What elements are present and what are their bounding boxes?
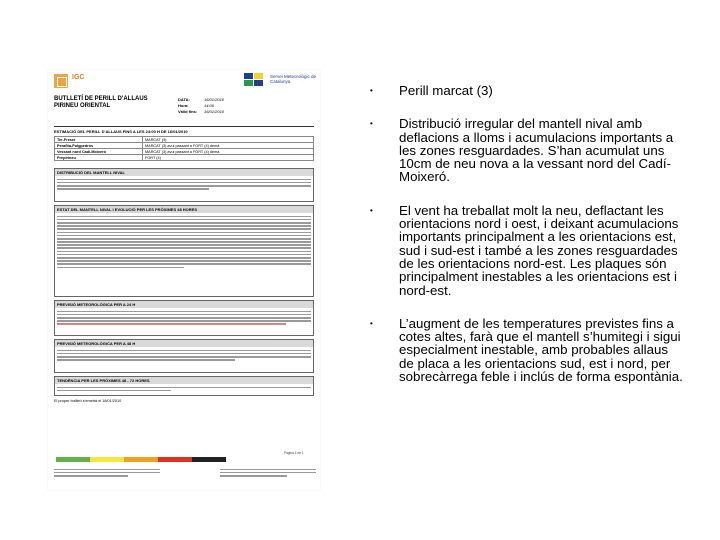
section-estimacio: ESTIMACIÓ DEL PERILL D'ALLAUS FINS A LES 24:00 H DE 16/01/2010 [54, 129, 188, 134]
bulletin-meta: DATA: 16/01/2010 Hora: 14:00 Vàlid fins: 16/01/2010 [178, 97, 225, 114]
bulletin-document-image [48, 70, 320, 490]
bulletin-header [54, 96, 314, 126]
table-row: Prepirineu FORT (4) [55, 155, 314, 161]
table-row: Ter-Freser MARCAT (3) [55, 137, 314, 143]
igc-logo-mark [54, 74, 68, 88]
list-item [370, 204, 685, 297]
bullet-list [370, 84, 685, 403]
section-prev48: PREVISIÓ METEOROLÒGICA PER A 48 H [55, 340, 313, 347]
igc-logo-text: IGC [72, 74, 85, 81]
table-row: Vessant nord Cadí-Moixeró MARCAT (3) avui passant a FORT (4) demà [55, 149, 314, 155]
table-row: Perafita-Puigpedrós MARCAT (3) avui passant a FORT (4) demà [55, 143, 314, 149]
risk-table [54, 136, 314, 161]
bullet-marker: • [370, 205, 373, 215]
igc-logo [54, 72, 124, 94]
section-prev24: PREVISIÓ METEOROLÒGICA PER A 24 H [55, 301, 313, 308]
smc-logo-text: Servei Meteorològic de Catalunya [270, 74, 317, 84]
bullet-marker: • [370, 318, 373, 328]
bullet-text: Perill marcat (3) [399, 83, 493, 98]
bulletin-title: BUTLLETÍ DE PERILL D'ALLAUS [54, 96, 148, 102]
bullet-marker: • [370, 119, 373, 129]
bullet-text: L’augment de les temperatures previstes fins a cotes altes, farà que el mantell s’humitegi i sigui especialment inestable, amb probables allaus de placa a les orientacions sud, est i nord, per sobrecàrrega feble i inclús de forma espontània. [399, 315, 683, 385]
distribution-box [54, 168, 314, 202]
danger-scale [56, 457, 226, 462]
forecast-48h-box [54, 339, 314, 373]
bulletin-region: PIRINEU ORIENTAL [54, 103, 111, 109]
snowpack-box [54, 205, 314, 297]
section-tendencia: TENDÈNCIA PER LES PRÒXIMES 48 - 72 HORES [55, 377, 313, 384]
section-estat: ESTAT DEL MANTELL NIVAL I EVOLUCIÓ PER LES PRÒXIMES 48 HORES [55, 206, 313, 213]
divider [54, 126, 314, 127]
bullet-text: El vent ha treballat molt la neu, deflactant les orientacions nord i oest, i deixant acumulacions importants principalment a les orientacions est, sud i sud-est i també a les zones resguardades de les orientacions nord-est. Les plaques són principalment inestables a les orientacions est i nord-est. [399, 202, 679, 298]
trend-box [54, 376, 314, 396]
list-item [370, 317, 685, 383]
page-number: Pàgina 1 de 1 [284, 451, 304, 455]
smc-logo [244, 72, 318, 94]
footer-right [218, 466, 318, 479]
next-bulletin-note: El proper butlletí s'emetrà el 18/01/2010 [54, 399, 122, 403]
smc-logo-mark [244, 73, 264, 87]
list-item [370, 117, 685, 183]
section-distribucio: DISTRIBUCIÓ DEL MANTELL NIVAL [55, 169, 313, 176]
bullet-marker: • [370, 86, 373, 95]
bullet-text: Distribució irregular del mantell nival amb deflacions a lloms i acumulacions importants a les zones resguardades. S’han acumulat uns 10cm de neu nova a la vessant nord del Cadí-Moixeró. [399, 116, 674, 185]
forecast-24h-box [54, 300, 314, 336]
footer-left [52, 466, 162, 479]
list-item [370, 84, 685, 97]
